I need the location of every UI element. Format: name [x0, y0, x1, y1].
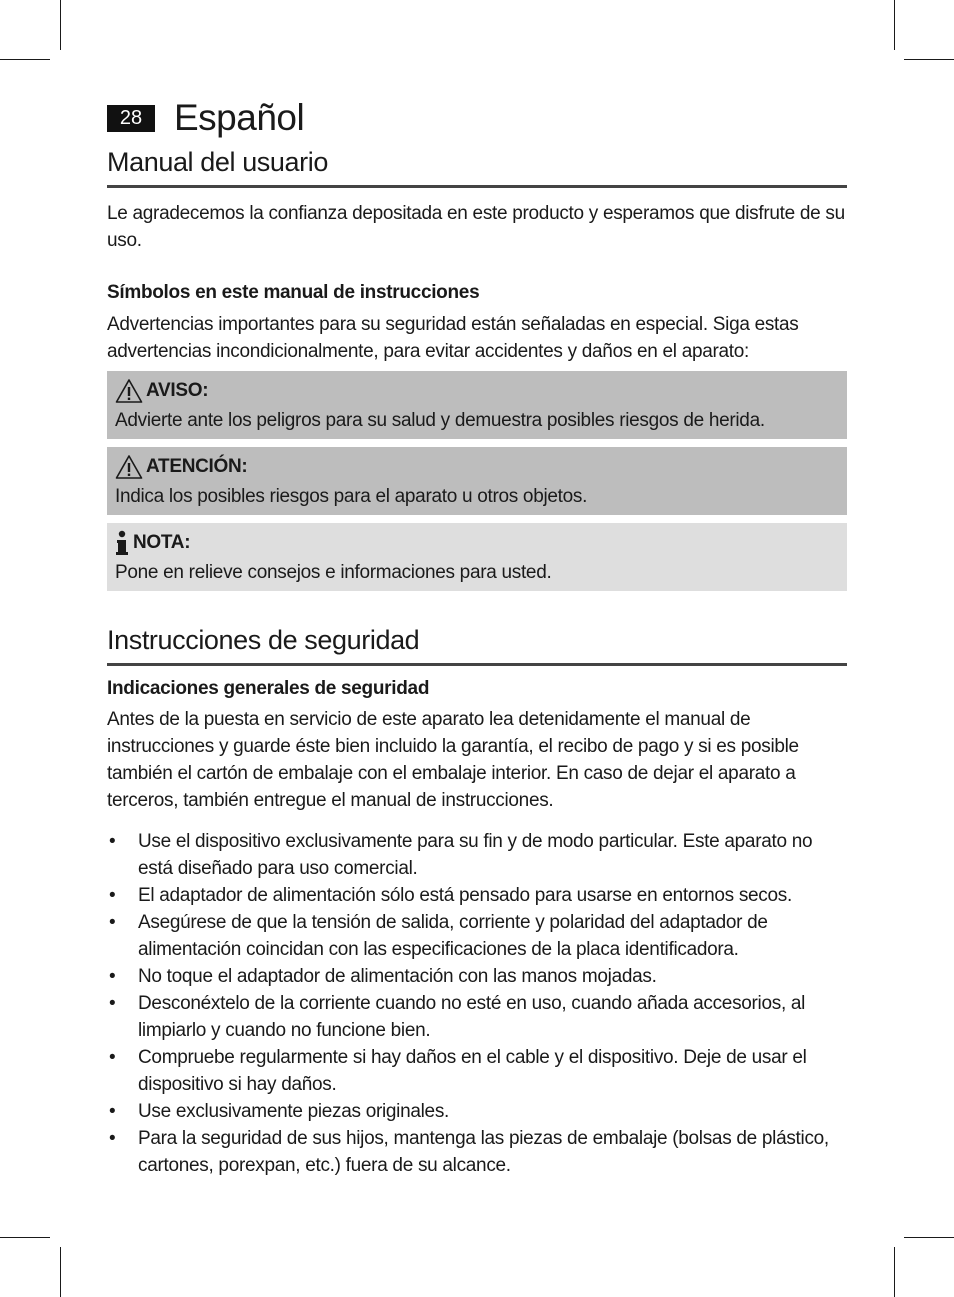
bullet: • [109, 1047, 116, 1068]
symbols-heading: Símbolos en este manual de instrucciones [107, 282, 480, 303]
crop-mark [904, 59, 954, 60]
note-text: Pone en relieve consejos e informaciones para usted. [115, 562, 552, 583]
list-item [107, 1125, 847, 1179]
crop-mark [60, 0, 61, 50]
warning-label: AVISO: [146, 380, 209, 401]
safety-intro: Antes de la puesta en servicio de este aparato lea detenidamente el manual de instrucciones y guarde éste bien incluido la garantía, el recibo de pago y si es posible también el cartón de embalaje con el embalaje interior. En caso de dejar el aparato a terceros, también entregue el manual de instrucciones. [107, 709, 799, 811]
safety-list [107, 828, 847, 1179]
list-item-text: Use el dispositivo exclusivamente para su fin y de modo particular. Este aparato no está diseñado para uso comercial. [138, 831, 813, 879]
list-item [107, 828, 847, 882]
bullet: • [109, 1101, 116, 1122]
caution-box [107, 447, 847, 515]
crop-mark [894, 1247, 895, 1297]
manual-page [107, 97, 847, 1179]
crop-mark [894, 0, 895, 50]
page-number: 28 [107, 105, 155, 132]
list-item [107, 1098, 847, 1125]
bullet: • [109, 831, 116, 852]
list-item-text: No toque el adaptador de alimentación con las manos mojadas. [138, 966, 657, 987]
list-item-text: Use exclusivamente piezas originales. [138, 1101, 450, 1122]
bullet: • [109, 993, 116, 1014]
list-item-text: Desconéxtelo de la corriente cuando no esté en uso, cuando añada accesorios, al limpiarlo y cuando no funcione bien. [138, 993, 806, 1041]
list-item [107, 1044, 847, 1098]
list-item-text: Compruebe regularmente si hay daños en el cable y el dispositivo. Deje de usar el dispositivo si hay daños. [138, 1047, 807, 1095]
caution-label: ATENCIÓN: [146, 456, 248, 477]
note-box [107, 523, 847, 591]
crop-mark [60, 1247, 61, 1297]
list-item-text: El adaptador de alimentación sólo está pensado para usarse en entornos secos. [138, 885, 792, 906]
crop-mark [904, 1237, 954, 1238]
safety-title: Instrucciones de seguridad [107, 623, 847, 666]
manual-intro: Le agradecemos la confianza depositada en este producto y esperamos que disfrute de su uso. [107, 203, 845, 251]
warning-triangle-icon [115, 378, 143, 404]
warning-triangle-icon [115, 454, 143, 480]
note-label: NOTA: [133, 532, 191, 553]
symbols-text: Advertencias importantes para su seguridad están señaladas en especial. Siga estas advertencias incondicionalmente, para evitar accidentes y daños en el aparato: [107, 314, 799, 362]
warning-box [107, 371, 847, 439]
crop-mark [0, 1237, 50, 1238]
list-item-text: Asegúrese de que la tensión de salida, corriente y polaridad del adaptador de alimentación coincidan con las especificaciones de la placa identificadora. [138, 912, 768, 960]
bullet: • [109, 912, 116, 933]
caution-text: Indica los posibles riesgos para el aparato u otros objetos. [115, 486, 588, 507]
bullet: • [109, 1128, 116, 1149]
crop-mark [0, 59, 50, 60]
warning-text: Advierte ante los peligros para su salud y demuestra posibles riesgos de herida. [115, 410, 765, 431]
page-header [107, 97, 847, 140]
list-item-text: Para la seguridad de sus hijos, mantenga las piezas de embalaje (bolsas de plástico, cartones, porexpan, etc.) fuera de su alcance. [138, 1128, 829, 1176]
list-item [107, 990, 847, 1044]
bullet: • [109, 966, 116, 987]
bullet: • [109, 885, 116, 906]
list-item [107, 882, 847, 909]
list-item [107, 963, 847, 990]
language-title: Español [174, 97, 305, 138]
safety-subheading: Indicaciones generales de seguridad [107, 678, 430, 699]
list-item [107, 909, 847, 963]
info-icon [115, 530, 129, 556]
manual-title: Manual del usuario [107, 145, 847, 188]
